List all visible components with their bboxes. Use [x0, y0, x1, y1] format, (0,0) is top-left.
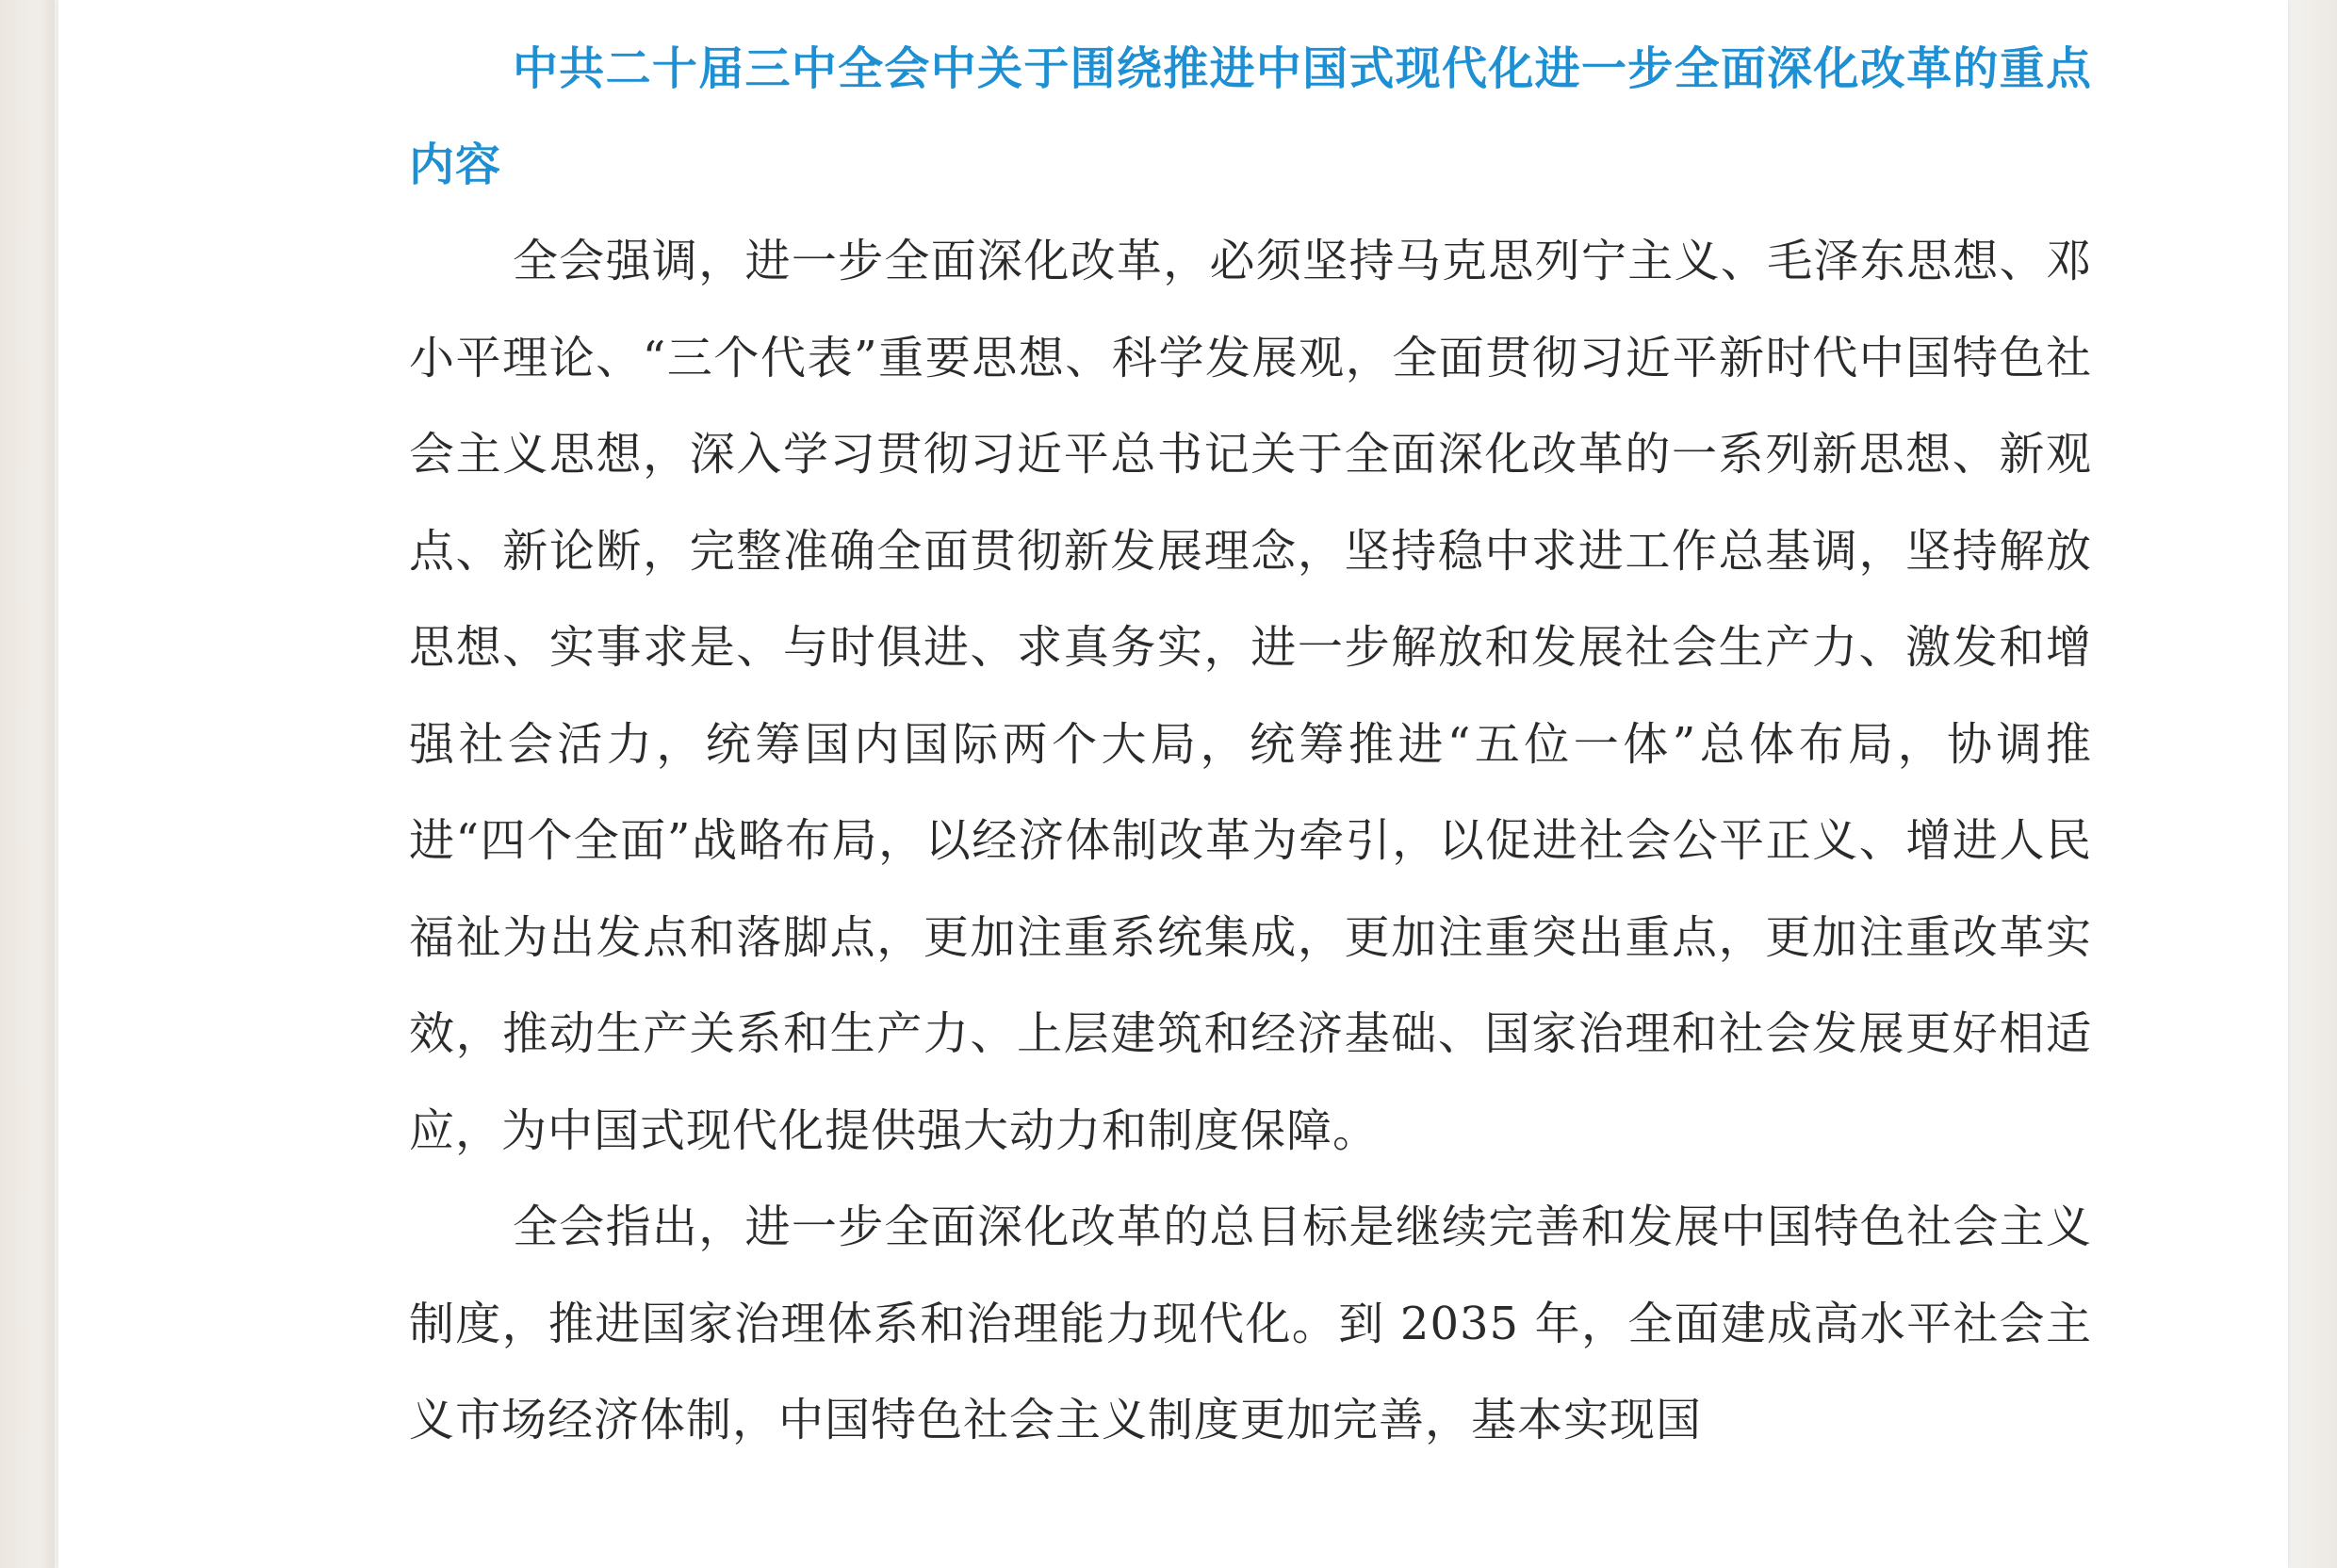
body-paragraph-1: 全会强调，进一步全面深化改革，必须坚持马克思列宁主义、毛泽东思想、邓小平理论、“三个代表”重要思想、科学发展观，全面贯彻习近平新时代中国特色社会主义思想，深入学习贯彻习近平总书记关于全面深化改革的一系列新思想、新观点、新论断，完整准确全面贯彻新发展理念，坚持稳中求进工作总基调，坚持解放思想、实事求是、与时俱进、求真务实，进一步解放和发展社会生产力、激发和增强社会活力，统筹国内国际两个大局，统筹推进“五位一体”总体布局，协调推进“四个全面”战略布局，以经济体制改革为牵引，以促进社会公平正义、增进人民福祉为出发点和落脚点，更加注重系统集成，更加注重突出重点，更加注重改革实效，推动生产关系和生产力、上层建筑和经济基础、国家治理和社会发展更好相适应，为中国式现代化提供强大动力和制度保障。	[409, 235, 2092, 1157]
document-content	[409, 21, 2092, 1469]
document-page[interactable]	[58, 0, 2288, 1568]
document-heading: 中共二十届三中全会中关于围绕推进中国式现代化进一步全面深化改革的重点内容	[409, 42, 2092, 191]
right-page-margin	[2292, 0, 2337, 1568]
body-paragraph-2: 全会指出，进一步全面深化改革的总目标是继续完善和发展中国特色社会主义制度，推进国家治理体系和治理能力现代化。到 2035 年，全面建成高水平社会主义市场经济体制，中国特色社会主义制度更加完善，基本实现国	[409, 1200, 2092, 1446]
left-page-margin	[0, 0, 55, 1568]
